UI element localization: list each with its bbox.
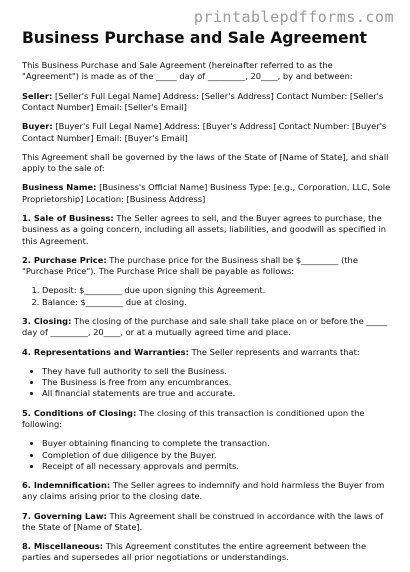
section-heading: 6. Indemnification: bbox=[22, 480, 111, 491]
document-title: Business Purchase and Sale Agreement bbox=[22, 29, 367, 47]
section-indemnification bbox=[22, 480, 392, 503]
list-item: 2. Balance: $_________ due at closing. bbox=[42, 297, 392, 308]
buyer-paragraph bbox=[22, 121, 392, 144]
list-item: • The Business is free from any encumbrances. bbox=[42, 377, 392, 388]
section-purchase-price bbox=[22, 255, 392, 278]
buyer-label: Buyer: bbox=[22, 121, 53, 132]
business-label: Business Name: bbox=[22, 182, 97, 193]
section-sale-of-business bbox=[22, 213, 392, 247]
intro-paragraph: This Business Purchase and Sale Agreement (hereinafter referred to as the "Agreement") is made as of the _____ day of _________, 20____, by and between: bbox=[22, 60, 353, 82]
section-closing bbox=[22, 316, 392, 339]
list-item: 1. Deposit: $_________ due upon signing this Agreement. bbox=[42, 285, 392, 296]
section-text: The closing of this transaction is conditioned upon the following: bbox=[22, 407, 365, 429]
section-text: The Seller agrees to sell, and the Buyer agrees to purchase, the business as a going concern, including all assets, liabilities, and goodwill as specified in this Agreement. bbox=[22, 213, 386, 246]
list-item: • Receipt of all necessary approvals and permits. bbox=[42, 461, 392, 472]
conditions-list bbox=[22, 438, 392, 472]
section-heading: 8. Miscellaneous: bbox=[22, 541, 104, 552]
payment-list bbox=[22, 285, 392, 308]
section-heading: 7. Governing Law: bbox=[22, 510, 107, 521]
business-details: [Business's Official Name] Business Type: [e.g., Corporation, LLC, Sole Proprietorship] Location: [Business Address] bbox=[22, 182, 391, 204]
agreement-document bbox=[22, 28, 392, 572]
buyer-details: [Buyer's Full Legal Name] Address: [Buyer's Address] Contact Number: [Buyer's Contact Number] Email: [Buyer's Email] bbox=[22, 121, 387, 143]
section-text: The closing of the purchase and sale shall take place on or before the _____ day of _________, 20____, or at a mutually agreed time and place. bbox=[22, 315, 388, 338]
section-representations bbox=[22, 347, 392, 358]
section-heading: 4. Representations and Warranties: bbox=[22, 346, 189, 357]
seller-label: Seller: bbox=[22, 90, 53, 101]
warranties-list bbox=[22, 366, 392, 400]
section-text: The Seller represents and warrants that: bbox=[191, 346, 360, 357]
section-text: This Agreement constitutes the entire agreement between the parties and supersedes all prior negotiations or understandings. bbox=[22, 541, 367, 563]
list-item: • All financial statements are true and accurate. bbox=[42, 388, 392, 399]
section-text: The purchase price for the Business shall be $_________ (the "Purchase Price"). The Purchase Price shall be payable as follows: bbox=[22, 254, 358, 277]
section-heading: 1. Sale of Business: bbox=[22, 213, 114, 224]
governing-intro-paragraph: This Agreement shall be governed by the laws of the State of [Name of State], and shall apply to the sale of: bbox=[22, 151, 389, 174]
section-heading: 5. Conditions of Closing: bbox=[22, 407, 137, 418]
section-text: The Seller agrees to indemnify and hold harmless the Buyer from any claims arising prior to the closing date. bbox=[22, 480, 385, 502]
section-heading: 3. Closing: bbox=[22, 315, 72, 326]
section-text: This Agreement shall be construed in accordance with the laws of the State of [Name of State]. bbox=[22, 510, 384, 532]
list-item: • They have full authority to sell the Business. bbox=[42, 366, 392, 377]
business-paragraph bbox=[22, 182, 392, 205]
section-heading: 2. Purchase Price: bbox=[22, 254, 107, 265]
section-miscellaneous bbox=[22, 541, 392, 564]
list-item: • Completion of due diligence by the Buyer. bbox=[42, 450, 392, 461]
list-item: • Buyer obtaining financing to complete the transaction. bbox=[42, 438, 392, 449]
site-watermark: printablepdfforms.com bbox=[193, 8, 394, 26]
seller-paragraph bbox=[22, 91, 392, 114]
section-conditions bbox=[22, 408, 392, 431]
seller-details: [Seller's Full Legal Name] Address: [Seller's Address] Contact Number: [Seller's Contact Number] Email: [Seller's Email] bbox=[22, 90, 384, 113]
